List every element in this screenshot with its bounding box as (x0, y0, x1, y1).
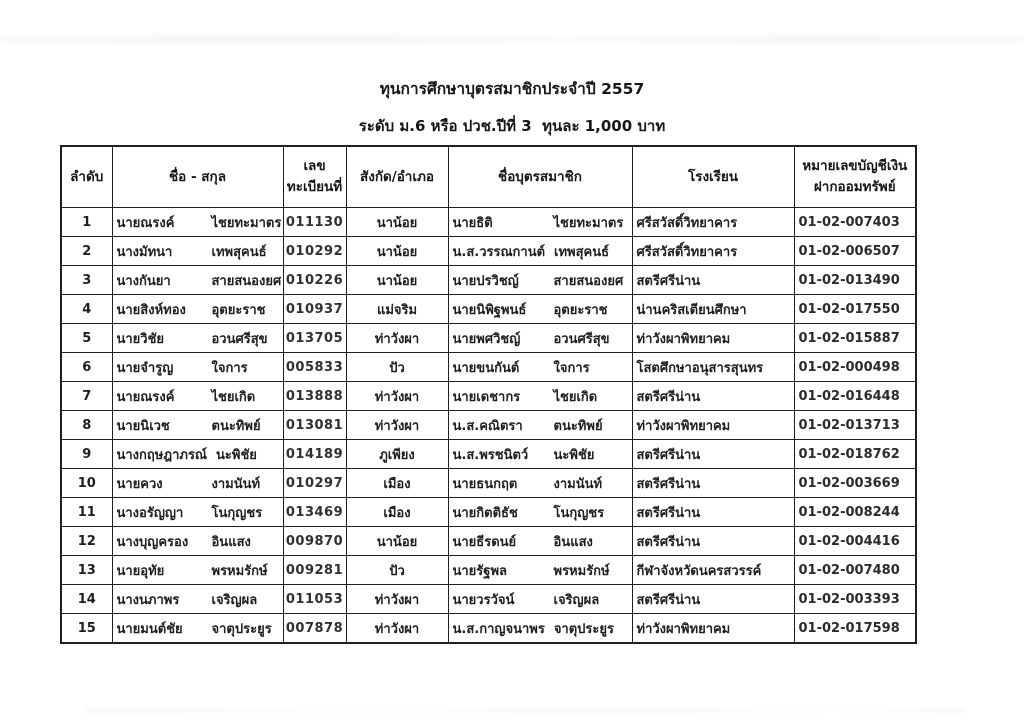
cell-index: 4 (61, 295, 112, 324)
cell-school: โสตศึกษาอนุสารสุนทร (632, 353, 794, 382)
cell-index: 6 (61, 353, 112, 382)
scan-artifact-top (0, 35, 1024, 44)
cell-registration-no: 013469 (283, 498, 346, 527)
table-row (61, 382, 916, 411)
cell-registration-no: 010297 (283, 469, 346, 498)
cell-registration-no: 010292 (283, 237, 346, 266)
cell-registration-no: 013705 (283, 324, 346, 353)
member-first-name: นางบุญครอง (116, 534, 189, 550)
cell-child-name (448, 411, 632, 440)
child-first-name: นายธีรดนย์ (452, 534, 517, 550)
cell-index: 9 (61, 440, 112, 469)
cell-index: 8 (61, 411, 112, 440)
table-row (61, 585, 916, 614)
cell-registration-no: 014189 (283, 440, 346, 469)
cell-child-name (448, 266, 632, 295)
child-last-name: งามนันท์ (553, 476, 603, 492)
child-last-name: ตนะทิพย์ (553, 418, 603, 434)
cell-child-name (448, 469, 632, 498)
child-last-name: เทพสุคนธ์ (554, 244, 610, 260)
header-registration-line1: เลข (303, 158, 326, 175)
child-first-name: น.ส.พรชนิตว์ (452, 447, 529, 463)
cell-index: 5 (61, 324, 112, 353)
table-row (61, 614, 916, 644)
cell-child-name (448, 295, 632, 324)
cell-district: แม่จริม (346, 295, 448, 324)
table-row (61, 237, 916, 266)
member-last-name: อินแสง (211, 534, 251, 550)
header-registration-no (283, 146, 346, 208)
cell-school: กีฬาจังหวัดนครสวรรค์ (632, 556, 794, 585)
cell-member-name (112, 237, 283, 266)
child-last-name: อุตยะราช (553, 302, 608, 318)
table-row (61, 295, 916, 324)
member-first-name: นางอรัญญา (116, 505, 184, 521)
cell-member-name (112, 556, 283, 585)
member-last-name: นะพิชัย (216, 447, 257, 463)
cell-member-name (112, 614, 283, 644)
cell-index: 2 (61, 237, 112, 266)
child-last-name: จาตุประยูร (553, 621, 614, 637)
cell-member-name (112, 266, 283, 295)
cell-registration-no: 009870 (283, 527, 346, 556)
cell-account: 01-02-006507 (794, 237, 916, 266)
member-last-name: อุตยะราช (211, 302, 266, 318)
cell-member-name (112, 353, 283, 382)
cell-account: 01-02-018762 (794, 440, 916, 469)
cell-child-name (448, 585, 632, 614)
member-last-name: จาตุประยูร (211, 621, 272, 637)
table-row (61, 208, 916, 237)
child-first-name: นายปรวิชญ์ (452, 273, 519, 289)
child-first-name: นายธิติ (452, 215, 493, 231)
member-last-name: โนกุญชร (211, 505, 263, 521)
member-last-name: ตนะทิพย์ (211, 418, 261, 434)
child-last-name: พรหมรักษ์ (553, 563, 610, 579)
member-last-name: เทพสุคนธ์ (211, 244, 267, 260)
table-row (61, 440, 916, 469)
cell-account: 01-02-015887 (794, 324, 916, 353)
member-first-name: นายมนต์ชัย (116, 621, 183, 637)
member-first-name: นายอุทัย (116, 563, 165, 579)
member-first-name: นางกฤษฎาภรณ์ (116, 447, 207, 463)
cell-account: 01-02-007480 (794, 556, 916, 585)
cell-index: 15 (61, 614, 112, 644)
document-subtitle: ระดับ ม.6 หรือ ปวช.ปีที่ 3 ทุนละ 1,000 บาท (358, 117, 666, 135)
child-last-name: ไชยทะมาตร (553, 215, 624, 231)
cell-registration-no: 010937 (283, 295, 346, 324)
child-last-name: ไชยเกิด (553, 389, 598, 405)
cell-school: ท่าวังผาพิทยาคม (632, 324, 794, 353)
cell-account: 01-02-017598 (794, 614, 916, 644)
cell-index: 12 (61, 527, 112, 556)
cell-index: 7 (61, 382, 112, 411)
member-last-name: งามนันท์ (211, 476, 261, 492)
header-registration-line2: ทะเบียนที่ (286, 179, 343, 195)
scan-artifact-bottom (85, 707, 965, 713)
cell-school: สตรีศรีน่าน (632, 440, 794, 469)
cell-member-name (112, 440, 283, 469)
child-last-name: ใจการ (553, 360, 590, 376)
cell-account: 01-02-008244 (794, 498, 916, 527)
child-first-name: นายธนกฤต (452, 476, 518, 492)
child-first-name: นายกิตติธัช (452, 505, 518, 521)
cell-child-name (448, 614, 632, 644)
child-last-name: สายสนองยศ (553, 273, 624, 289)
member-last-name: เจริญผล (211, 592, 258, 608)
member-last-name: อวนศรีสุข (211, 331, 268, 347)
member-last-name: พรหมรักษ์ (211, 563, 268, 579)
member-last-name: ไชยเกิด (211, 389, 256, 405)
cell-district: ท่าวังผา (346, 585, 448, 614)
cell-child-name (448, 382, 632, 411)
cell-school: ท่าวังผาพิทยาคม (632, 614, 794, 644)
cell-registration-no: 007878 (283, 614, 346, 644)
cell-school: สตรีศรีน่าน (632, 469, 794, 498)
cell-district: ท่าวังผา (346, 614, 448, 644)
cell-district: เมือง (346, 498, 448, 527)
cell-child-name (448, 556, 632, 585)
cell-child-name (448, 353, 632, 382)
member-first-name: นางกันยา (116, 273, 171, 289)
header-member-name: ชื่อ - สกุล (112, 146, 283, 208)
cell-registration-no: 011053 (283, 585, 346, 614)
cell-registration-no: 005833 (283, 353, 346, 382)
child-first-name: นายรัฐพล (452, 563, 507, 579)
cell-school: สตรีศรีน่าน (632, 585, 794, 614)
cell-member-name (112, 527, 283, 556)
member-first-name: นายวิชัย (116, 331, 165, 347)
cell-child-name (448, 498, 632, 527)
header-account (794, 146, 916, 208)
cell-member-name (112, 208, 283, 237)
header-school: โรงเรียน (632, 146, 794, 208)
cell-account: 01-02-017550 (794, 295, 916, 324)
cell-member-name (112, 295, 283, 324)
child-first-name: น.ส.คณิตรา (452, 418, 523, 434)
cell-school: ศรีสวัสดิ์วิทยาคาร (632, 237, 794, 266)
cell-school: สตรีศรีน่าน (632, 527, 794, 556)
cell-member-name (112, 411, 283, 440)
cell-district: ท่าวังผา (346, 382, 448, 411)
cell-district: นาน้อย (346, 266, 448, 295)
cell-index: 14 (61, 585, 112, 614)
cell-account: 01-02-016448 (794, 382, 916, 411)
header-account-line2: ฝากออมทรัพย์ (813, 179, 896, 195)
cell-district: ปัว (346, 353, 448, 382)
cell-registration-no: 013081 (283, 411, 346, 440)
cell-district: ปัว (346, 556, 448, 585)
cell-account: 01-02-000498 (794, 353, 916, 382)
member-first-name: นายจำรูญ (116, 360, 174, 376)
table-row (61, 498, 916, 527)
cell-district: นาน้อย (346, 237, 448, 266)
cell-account: 01-02-003393 (794, 585, 916, 614)
cell-school: ศรีสวัสดิ์วิทยาคาร (632, 208, 794, 237)
cell-member-name (112, 498, 283, 527)
cell-school: น่านคริสเตียนศึกษา (632, 295, 794, 324)
cell-school: สตรีศรีน่าน (632, 266, 794, 295)
header-child-name: ชื่อบุตรสมาชิก (448, 146, 632, 208)
cell-district: เมือง (346, 469, 448, 498)
cell-child-name (448, 440, 632, 469)
table-row (61, 527, 916, 556)
cell-account: 01-02-004416 (794, 527, 916, 556)
table-row (61, 353, 916, 382)
member-first-name: นายสิงห์ทอง (116, 302, 186, 318)
cell-district: นาน้อย (346, 527, 448, 556)
table-row (61, 411, 916, 440)
member-first-name: นายณรงค์ (116, 215, 175, 231)
cell-index: 10 (61, 469, 112, 498)
header-account-line1: หมายเลขบัญชีเงิน (802, 158, 908, 175)
cell-district: นาน้อย (346, 208, 448, 237)
child-first-name: นายเดชากร (452, 389, 521, 405)
cell-registration-no: 009281 (283, 556, 346, 585)
child-first-name: น.ส.วรรณกานต์ (452, 244, 546, 260)
member-last-name: ใจการ (211, 360, 248, 376)
cell-registration-no: 011130 (283, 208, 346, 237)
child-first-name: นายวรวัจน์ (452, 592, 515, 608)
cell-child-name (448, 324, 632, 353)
cell-district: ท่าวังผา (346, 324, 448, 353)
cell-school: สตรีศรีน่าน (632, 382, 794, 411)
child-first-name: น.ส.กาญจนาพร (452, 621, 545, 637)
cell-member-name (112, 382, 283, 411)
header-district: สังกัด/อำเภอ (346, 146, 448, 208)
table-row (61, 469, 916, 498)
cell-account: 01-02-013713 (794, 411, 916, 440)
cell-account: 01-02-013490 (794, 266, 916, 295)
member-last-name: สายสนองยศ (211, 273, 282, 289)
document-title: ทุนการศึกษาบุตรสมาชิกประจำปี 2557 (379, 80, 645, 98)
scholarship-table (60, 145, 917, 644)
child-last-name: เจริญผล (553, 592, 600, 608)
cell-registration-no: 013888 (283, 382, 346, 411)
member-first-name: นายณรงค์ (116, 389, 175, 405)
cell-school: สตรีศรีน่าน (632, 498, 794, 527)
cell-index: 13 (61, 556, 112, 585)
header-index: ลำดับ (61, 146, 112, 208)
cell-member-name (112, 469, 283, 498)
cell-child-name (448, 527, 632, 556)
cell-member-name (112, 585, 283, 614)
table-row (61, 324, 916, 353)
cell-index: 3 (61, 266, 112, 295)
cell-child-name (448, 208, 632, 237)
cell-registration-no: 010226 (283, 266, 346, 295)
member-first-name: นางนภาพร (116, 592, 180, 608)
cell-child-name (448, 237, 632, 266)
table-header-row (61, 146, 916, 208)
cell-index: 1 (61, 208, 112, 237)
member-first-name: นายควง (116, 476, 163, 492)
child-first-name: นายนิพิฐพนธ์ (452, 302, 527, 318)
child-last-name: อินแสง (553, 534, 593, 550)
child-last-name: โนกุญชร (553, 505, 605, 521)
table-row (61, 266, 916, 295)
cell-account: 01-02-007403 (794, 208, 916, 237)
cell-index: 11 (61, 498, 112, 527)
cell-school: ท่าวังผาพิทยาคม (632, 411, 794, 440)
cell-district: ท่าวังผา (346, 411, 448, 440)
cell-member-name (112, 324, 283, 353)
cell-district: ภูเพียง (346, 440, 448, 469)
child-last-name: นะพิชัย (553, 447, 595, 463)
cell-account: 01-02-003669 (794, 469, 916, 498)
member-first-name: นางมัทนา (116, 244, 173, 260)
table-row (61, 556, 916, 585)
member-first-name: นายนิเวช (116, 418, 170, 434)
child-first-name: นายขนกันต์ (452, 360, 520, 376)
member-last-name: ไชยทะมาตร (211, 215, 282, 231)
child-last-name: อวนศรีสุข (553, 331, 610, 347)
child-first-name: นายพศวิชญ์ (452, 331, 521, 347)
